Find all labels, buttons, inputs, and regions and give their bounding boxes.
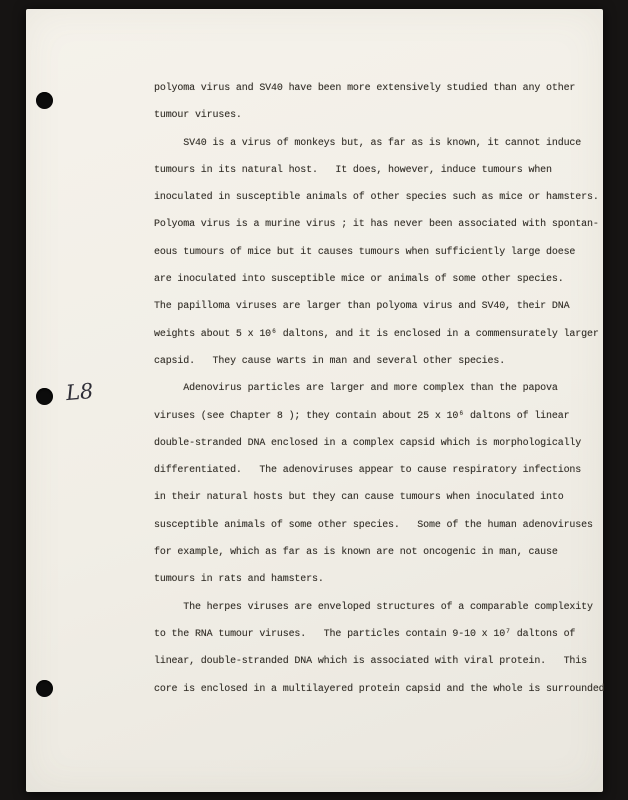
- text-line: tumours in its natural host. It does, however, induce tumours when: [154, 164, 552, 176]
- text-line: core is enclosed in a multilayered protein capsid and the whole is surrounded: [154, 683, 605, 695]
- text-line: inoculated in susceptible animals of other species such as mice or hamsters.: [154, 192, 599, 204]
- handwritten-margin-note: L8: [65, 378, 95, 406]
- text-line: are inoculated into susceptible mice or animals of some other species.: [154, 274, 564, 286]
- text-line: capsid. They cause warts in man and several other species.: [154, 355, 506, 367]
- text-line: tumour viruses.: [154, 110, 242, 122]
- text-line: SV40 is a virus of monkeys but, as far as is known, it cannot induce: [154, 137, 582, 149]
- text-line: Adenovirus particles are larger and more complex than the papova: [154, 383, 558, 395]
- hole-punch: [36, 388, 53, 405]
- text-line: susceptible animals of some other species. Some of the human adenoviruses: [154, 519, 593, 531]
- text-line: The papilloma viruses are larger than polyoma virus and SV40, their DNA: [154, 301, 570, 313]
- text-line: The herpes viruses are enveloped structures of a comparable complexity: [154, 601, 593, 613]
- hole-punch: [36, 680, 53, 697]
- text-line: eous tumours of mice but it causes tumours when sufficiently large doese: [154, 246, 576, 258]
- text-line: in their natural hosts but they can cause tumours when inoculated into: [154, 492, 564, 504]
- text-line: to the RNA tumour viruses. The particles contain 9-10 x 10⁷ daltons of: [154, 628, 576, 640]
- hole-punch: [36, 92, 53, 109]
- text-line: polyoma virus and SV40 have been more extensively studied than any other: [154, 83, 576, 94]
- scanned-page: [26, 9, 603, 792]
- text-line: differentiated. The adenoviruses appear to cause respiratory infections: [154, 465, 582, 477]
- text-line: linear, double-stranded DNA which is associated with viral protein. This: [154, 656, 587, 668]
- text-line: weights about 5 x 10⁶ daltons, and it is enclosed in a commensurately larger: [154, 328, 599, 340]
- typewritten-text-block: [154, 75, 614, 703]
- text-line: viruses (see Chapter 8 ); they contain about 25 x 10⁶ daltons of linear: [154, 410, 570, 422]
- text-line: Polyoma virus is a murine virus ; it has never been associated with spontan-: [154, 219, 599, 231]
- text-line: for example, which as far as is known are not oncogenic in man, cause: [154, 547, 558, 559]
- text-line: double-stranded DNA enclosed in a complex capsid which is morphologically: [154, 437, 582, 449]
- text-line: tumours in rats and hamsters.: [154, 574, 324, 586]
